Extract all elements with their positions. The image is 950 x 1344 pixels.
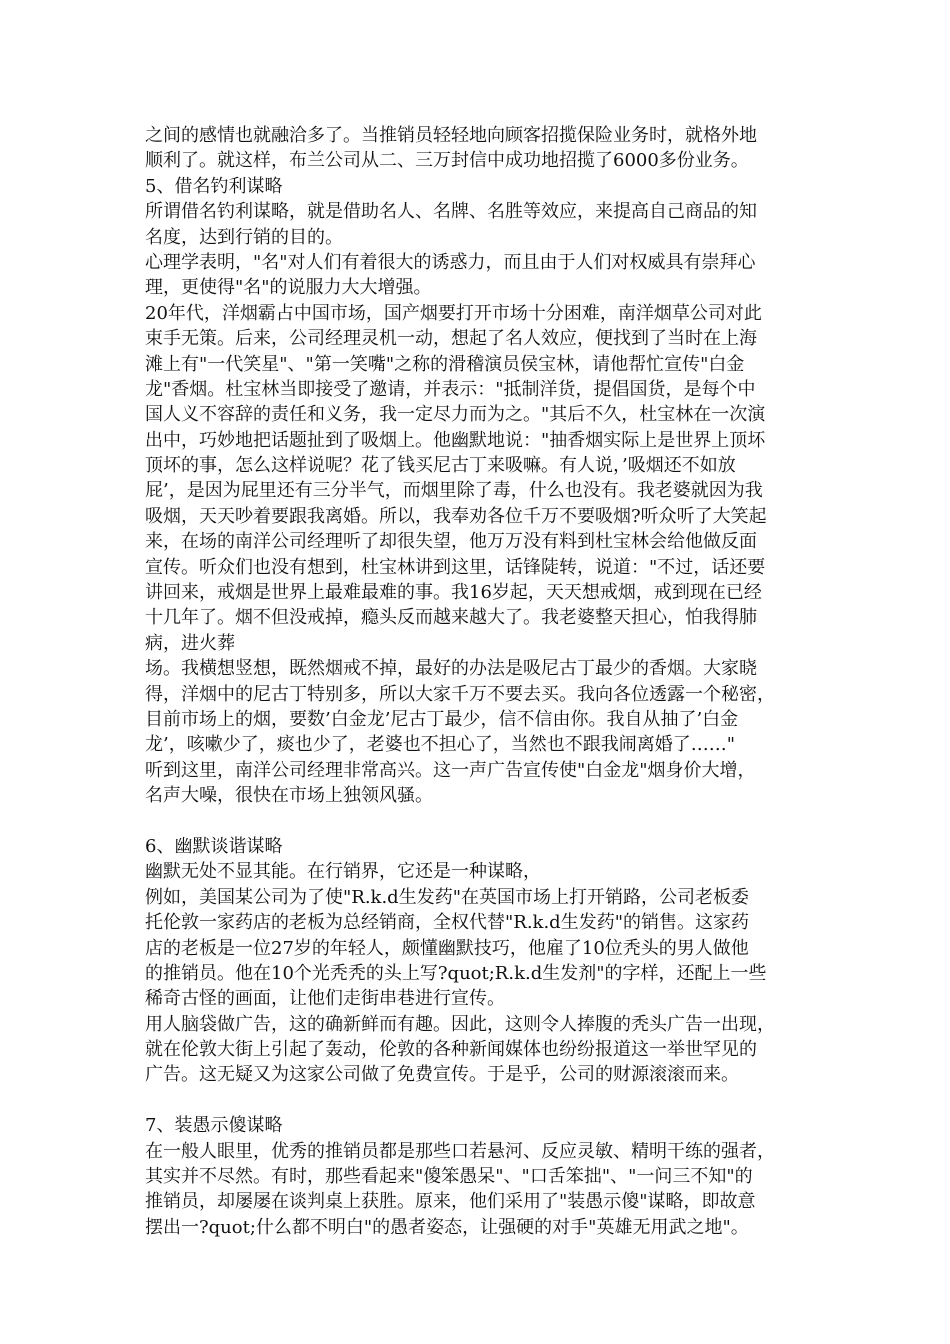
text-line: 吸烟，天天吵着要跟我离婚。所以，我奉劝各位千万不要吸烟?听众听了大笑起	[145, 505, 767, 527]
text-line: 顶坏的事，怎么这样说呢？花了钱买尼古丁来吸嘛。有人说，’吸烟还不如放	[145, 455, 736, 477]
text-line: 目前市场上的烟，要数’白金龙’尼古丁最少，信不信由你。我自从抽了’白金	[145, 708, 739, 730]
text-line: 宣传。听众们也没有想到，杜宝林讲到这里，话锋陡转，说道："不过，话还要	[145, 556, 766, 578]
text-line: 场。我横想竖想，既然烟戒不掉，最好的办法是吸尼古丁最少的香烟。大家晓	[145, 658, 757, 680]
text-line: 屁’，是因为屁里还有三分半气，而烟里除了毒，什么也没有。我老婆就因为我	[145, 480, 763, 502]
blank-line	[145, 1088, 810, 1113]
text-line: 十几年了。烟不但没戒掉，瘾头反而越来越大了。我老婆整天担心，怕我得肺	[145, 607, 757, 629]
text-line: 在一般人眼里，优秀的推销员都是那些口若悬河、反应灵敏、精明干练的强者，	[145, 1140, 775, 1162]
text-line: 20年代，洋烟霸占中国市场，国产烟要打开市场十分困难，南洋烟草公司对此	[145, 302, 762, 324]
text-line: 理，更使得"名"的说服力大大增强。	[145, 277, 432, 299]
blank-line	[145, 809, 810, 834]
text-line: 摆出一?quot;什么都不明白"的愚者姿态，让强硬的对手"英雄无用武之地"。	[145, 1216, 749, 1238]
text-line: 讲回来，戒烟是世界上最难最难的事。我16岁起，天天想戒烟，戒到现在已经	[145, 582, 762, 604]
text-line: 推销员，却屡屡在谈判桌上获胜。原来，他们采用了"装愚示傻"谋略，即故意	[145, 1191, 756, 1213]
text-line: 托伦敦一家药店的老板为总经销商，全权代替"R.k.d生发药"的销售。这家药	[145, 912, 749, 934]
text-line: 出中，巧妙地把话题扯到了吸烟上。他幽默地说："抽香烟实际上是世界上顶坏	[145, 429, 766, 451]
text-line: 稀奇古怪的画面，让他们走街串巷进行宣传。	[145, 988, 505, 1010]
text-line: 店的老板是一位27岁的年轻人，颇懂幽默技巧，他雇了10位秃头的男人做他	[145, 937, 749, 959]
text-line: 5、借名钓利谋略	[145, 175, 283, 197]
text-line: 听到这里，南洋公司经理非常高兴。这一声广告宣传使"白金龙"烟身价大增，	[145, 759, 756, 781]
text-line: 用人脑袋做广告，这的确新鲜而有趣。因此，这则令人捧腹的秃头广告一出现，	[145, 1013, 775, 1035]
text-line: 幽默无处不显其能。在行销界，它还是一种谋略，	[145, 861, 541, 883]
text-line: 之间的感情也就融洽多了。当推销员轻轻地向顾客招揽保险业务时，就格外地	[145, 125, 757, 146]
text-line: 顺利了。就这样，布兰公司从二、三万封信中成功地招揽了6000多份业务。	[145, 150, 749, 172]
text-line: 龙’，咳嗽少了，痰也少了，老婆也不担心了，当然也不跟我闹离婚了……"	[145, 734, 735, 756]
text-line: 心理学表明，"名"对人们有着很大的诱惑力，而且由于人们对权威具有崇拜心	[145, 251, 756, 273]
text-line: 国人义不容辞的责任和义务，我一定尽力而为之。"其后不久，杜宝林在一次演	[145, 404, 766, 426]
text-line: 广告。这无疑又为这家公司做了免费宣传。于是乎，公司的财源滚滚而来。	[145, 1064, 739, 1086]
text-line: 得，洋烟中的尼古丁特别多，所以大家千万不要去买。我向各位透露一个秘密，	[145, 683, 775, 705]
text-line: 其实并不尽然。有时，那些看起来"傻笨愚呆"、"口舌笨拙"、"一问三不知"的	[145, 1166, 753, 1188]
text-line: 的推销员。他在10个光秃秃的头上写?quot;R.k.d生发剂"的字样，还配上一些	[145, 962, 767, 984]
text-line: 名度，达到行销的目的。	[145, 226, 343, 248]
text-line: 所谓借名钓利谋略，就是借助名人、名牌、名胜等效应，来提高自己商品的知	[145, 201, 757, 223]
text-line: 就在伦敦大街上引起了轰动，伦敦的各种新闻媒体也纷纷报道这一举世罕见的	[145, 1039, 757, 1061]
text-line: 束手无策。后来，公司经理灵机一动，想起了名人效应，便找到了当时在上海	[145, 328, 757, 350]
text-line: 6、幽默谈谐谋略	[145, 835, 283, 857]
text-line: 7、装愚示傻谋略	[145, 1115, 283, 1137]
document-body	[145, 123, 810, 1240]
text-line: 龙"香烟。杜宝林当即接受了邀请，并表示："抵制洋货，提倡国货，是每个中	[145, 378, 756, 400]
text-line: 来，在场的南洋公司经理听了却很失望，他万万没有料到杜宝林会给他做反面	[145, 531, 757, 553]
text-line: 病，进火葬	[145, 632, 235, 654]
text-line: 例如，美国某公司为了使"R.k.d生发药"在英国市场上打开销路，公司老板委	[145, 886, 749, 908]
text-line: 滩上有"一代笑星"、"第一笑嘴"之称的滑稽演员侯宝林，请他帮忙宣传"白金	[145, 353, 745, 375]
text-line: 名声大噪，很快在市场上独领风骚。	[145, 785, 433, 807]
